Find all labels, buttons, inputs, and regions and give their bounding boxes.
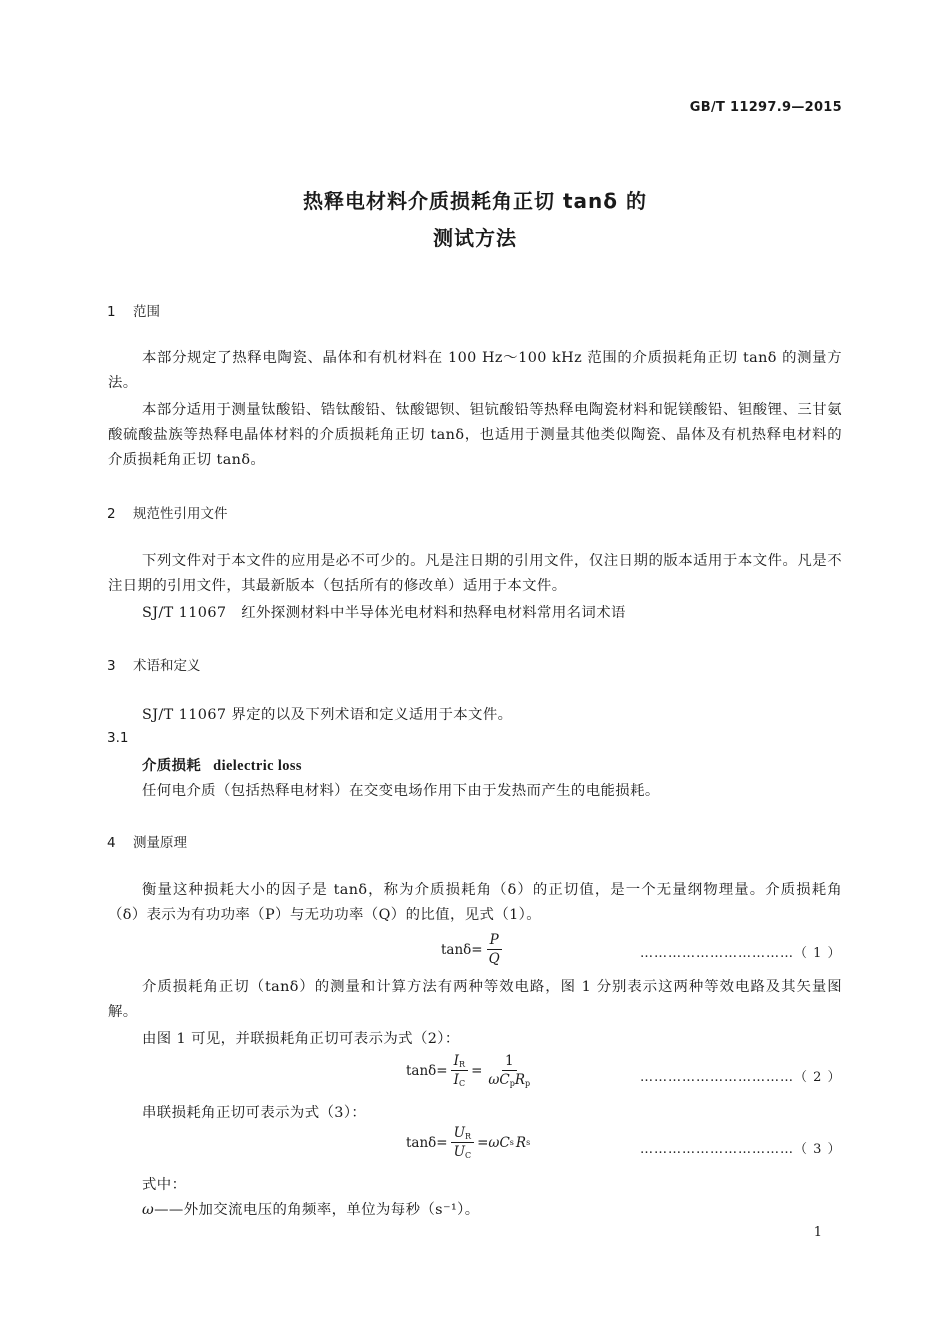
equals-sign: =	[436, 1062, 448, 1079]
term-entry	[142, 754, 302, 775]
section-2-heading	[107, 502, 228, 522]
equals-sign: =	[471, 1062, 483, 1079]
subscript: R	[465, 1132, 472, 1141]
section-number: 4	[107, 835, 116, 851]
symbol: ω	[142, 1202, 155, 1218]
denominator: I	[453, 1072, 459, 1088]
section-3-heading	[107, 654, 201, 674]
page-number: 1	[813, 1225, 822, 1240]
numerator: P	[487, 932, 502, 950]
section-title: 术语和定义	[133, 658, 201, 674]
section-2-paragraph-1: 下列文件对于本文件的应用是必不可少的。凡是注日期的引用文件，仅注日期的版本适用于本文件。凡是不注日期的引用文件，其最新版本（包括所有的修改单）适用于本文件。	[108, 553, 842, 594]
section-title: 测量原理	[133, 835, 187, 851]
subscript: p	[525, 1079, 531, 1088]
formula-2	[406, 1053, 536, 1088]
subscript: R	[459, 1060, 466, 1069]
term-english: dielectric loss	[213, 758, 302, 774]
symbol-definition	[142, 1198, 480, 1219]
section-4-paragraph-1: 衡量这种损耗大小的因子是 tanδ，称为介质损耗角（δ）的正切值，是一个无量纲物理量。介质损耗角（δ）表示为有功功率（P）与无功功率（Q）的比值，见式（1）。	[108, 882, 842, 923]
section-3-paragraph-1: SJ/T 11067 界定的以及下列术语和定义适用于本文件。	[142, 707, 513, 723]
formula-lhs: tanδ	[406, 1062, 437, 1079]
numerator: I	[453, 1053, 459, 1069]
denominator-term: R	[514, 1072, 526, 1088]
section-4-paragraph-3: 由图 1 可见，并联损耗角正切可表示为式（2）：	[142, 1031, 460, 1047]
section-1-paragraph-1: 本部分规定了热释电陶瓷、晶体和有机材料在 100 Hz～100 kHz 范围的介质损耗角正切 tanδ 的测量方法。	[108, 350, 842, 391]
normative-reference: SJ/T 11067 红外探测材料中半导体光电材料和热释电材料常用名词术语	[142, 605, 626, 621]
equals-sign: =	[436, 1134, 448, 1151]
term-definition: 任何电介质（包括热释电材料）在交变电场作用下由于发热而产生的电能损耗。	[142, 783, 660, 799]
denominator: U	[453, 1144, 465, 1160]
subscript: C	[465, 1151, 472, 1160]
subscript: C	[458, 1079, 466, 1088]
section-number: 2	[107, 506, 116, 522]
section-number: 3	[107, 658, 116, 674]
formula-rhs: R	[515, 1134, 527, 1151]
equation-number-3: ……………………………（ 3 ）	[640, 1142, 842, 1157]
section-4-paragraph-4: 串联损耗角正切可表示为式（3）：	[142, 1105, 367, 1121]
symbol-description: ——外加交流电压的角频率，单位为每秒（s⁻¹）。	[154, 1202, 480, 1218]
formula-rhs: =ωC	[477, 1134, 510, 1151]
section-1-heading	[107, 300, 160, 320]
standard-number: GB/T 11297.9—2015	[689, 100, 842, 115]
formula-3	[406, 1125, 530, 1160]
fraction-voltage-ratio	[451, 1125, 475, 1160]
denominator: Q	[488, 951, 500, 967]
numerator: U	[453, 1125, 466, 1141]
equation-number-1: ……………………………（ 1 ）	[640, 946, 842, 961]
fraction-reciprocal	[485, 1053, 533, 1088]
numerator: 1	[502, 1053, 517, 1071]
section-number: 1	[107, 304, 116, 320]
subscript: s	[526, 1138, 531, 1147]
fraction-current-ratio	[451, 1053, 468, 1088]
term-chinese: 介质损耗	[142, 758, 202, 774]
subscript: s	[509, 1138, 514, 1147]
subscript: p	[509, 1079, 515, 1088]
subclause-number: 3.1	[107, 730, 129, 746]
section-4-paragraph-5: 式中：	[142, 1177, 187, 1193]
formula-lhs: tanδ	[406, 1134, 437, 1151]
equals-sign: =	[471, 941, 483, 958]
section-1-paragraph-2: 本部分适用于测量钛酸铅、锆钛酸铅、钛酸锶钡、钽钪酸铅等热释电陶瓷材料和铌镁酸铅、钽酸锂、三甘氨酸硫酸盐族等热释电晶体材料的介质损耗角正切 tanδ，也适用于测量其他类似陶瓷、晶体及有机热释电材料的介质损耗角正切 tanδ。	[108, 402, 842, 468]
document-title-line2: 测试方法	[433, 226, 517, 250]
fraction	[486, 932, 503, 967]
section-4-heading	[107, 831, 187, 851]
denominator-term: ωC	[488, 1072, 510, 1088]
formula-lhs: tanδ	[441, 941, 472, 958]
section-4-paragraph-2: 介质损耗角正切（tanδ）的测量和计算方法有两种等效电路，图 1 分别表示这两种等效电路及其矢量图解。	[108, 979, 842, 1020]
equation-number-2: ……………………………（ 2 ）	[640, 1070, 842, 1085]
section-title: 规范性引用文件	[133, 506, 228, 522]
section-title: 范围	[133, 304, 160, 320]
formula-1	[441, 932, 506, 967]
document-title-line1: 热释电材料介质损耗角正切 tanδ 的	[303, 189, 647, 213]
